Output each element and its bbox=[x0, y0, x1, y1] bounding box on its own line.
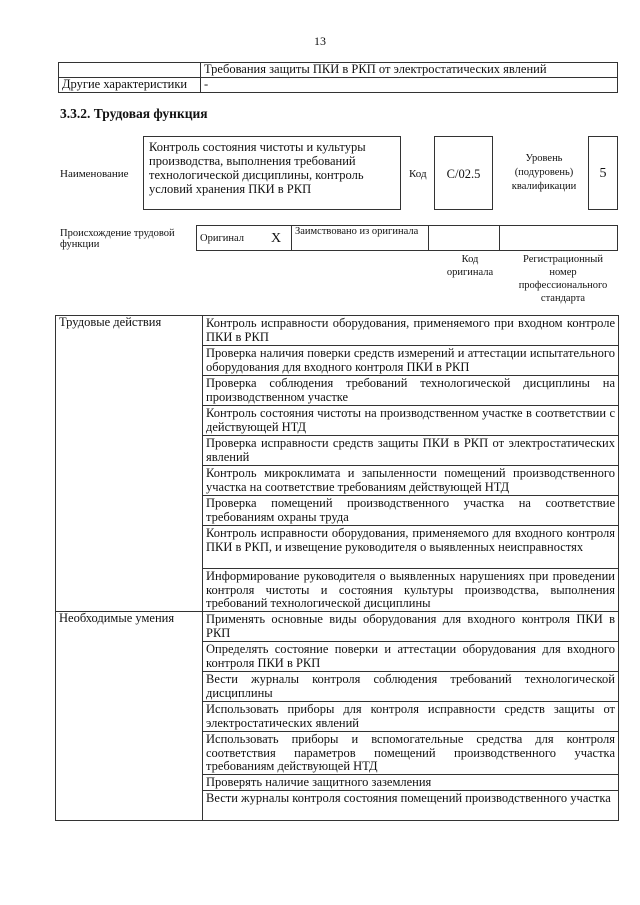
row-label: Другие характеристики bbox=[59, 78, 201, 93]
activity-item: Контроль состояния чистоты на производственном участке в соответствии с действующей НТД bbox=[203, 406, 619, 436]
skill-item: Определять состояние поверки и аттестации оборудования для входного контроля ПКИ в РКП bbox=[203, 642, 619, 672]
table-row bbox=[56, 612, 619, 642]
activities-label: Трудовые действия bbox=[56, 316, 203, 612]
function-code: С/02.5 bbox=[434, 136, 493, 210]
qualification-level: 5 bbox=[588, 136, 618, 210]
skill-item: Применять основные виды оборудования для входного контроля ПКИ в РКП bbox=[203, 612, 619, 642]
origin-table bbox=[196, 225, 618, 251]
code-label: Код bbox=[409, 168, 427, 180]
activity-item: Проверка помещений производственного участка на соответствие требованиям охраны труда bbox=[203, 496, 619, 526]
skill-item: Вести журналы контроля состояния помещений производственного участка bbox=[203, 791, 619, 821]
activity-item: Проверка исправности средств защиты ПКИ в РКП от электростатических явлений bbox=[203, 436, 619, 466]
function-details-table bbox=[55, 315, 619, 821]
skills-label: Необходимые умения bbox=[56, 612, 203, 821]
activity-item: Проверка соблюдения требований технологической дисциплины на производственном участке bbox=[203, 376, 619, 406]
activity-item: Контроль исправности оборудования, применяемого при входном контроле ПКИ в РКП bbox=[203, 316, 619, 346]
name-label: Наименование bbox=[60, 168, 129, 180]
skill-item: Вести журналы контроля соблюдения требований технологической дисциплины bbox=[203, 672, 619, 702]
table-row bbox=[59, 78, 618, 93]
borrowed-label: Заимствовано из оригинала bbox=[292, 226, 429, 251]
characteristics-table bbox=[58, 62, 618, 93]
section-title: 3.3.2. Трудовая функция bbox=[60, 106, 208, 121]
activity-item: Контроль исправности оборудования, применяемого для входного контроля ПКИ в РКП, и извещение руководителя о выявленных неисправностях bbox=[203, 526, 619, 569]
origin-label: Происхождение трудовой функции bbox=[60, 228, 175, 250]
table-row bbox=[56, 316, 619, 346]
activity-item: Информирование руководителя о выявленных нарушениях при проведении контроля чистоты и состояния культуры производства, выполнения требований технологической дисциплины bbox=[203, 569, 619, 612]
code-orig-caption: Код оригинала bbox=[446, 254, 494, 278]
skill-item: Проверять наличие защитного заземления bbox=[203, 775, 619, 791]
skill-item: Использовать приборы для контроля исправности средств защиты от электростатических явлений bbox=[203, 702, 619, 732]
origin-code-cell bbox=[429, 226, 500, 251]
skill-item: Использовать приборы и вспомогательные средства для контроля соответствия параметров помещений производственного участка требованиям действующей НТД bbox=[203, 732, 619, 775]
row-value: Требования защиты ПКИ в РКП от электростатических явлений bbox=[201, 63, 618, 78]
activity-item: Проверка наличия поверки средств измерений и аттестации испытательного оборудования для входного контроля ПКИ в РКП bbox=[203, 346, 619, 376]
row-label bbox=[59, 63, 201, 78]
function-name: Контроль состояния чистоты и культуры производства, выполнения требований технологической дисциплины, контроль условий хранения ПКИ в РКП bbox=[143, 136, 401, 210]
original-label: Оригинал bbox=[197, 226, 262, 251]
table-row bbox=[59, 63, 618, 78]
row-value: - bbox=[201, 78, 618, 93]
original-mark: X bbox=[261, 226, 292, 251]
activity-item: Контроль микроклимата и запыленности помещений производственного участка на соответствие требованиям действующей НТД bbox=[203, 466, 619, 496]
level-label: Уровень (подуровень) квалификации bbox=[511, 153, 577, 192]
origin-reg-cell bbox=[500, 226, 618, 251]
page-number: 13 bbox=[314, 34, 326, 48]
reg-caption: Регистрационный номер профессионального стандарта bbox=[518, 254, 608, 304]
